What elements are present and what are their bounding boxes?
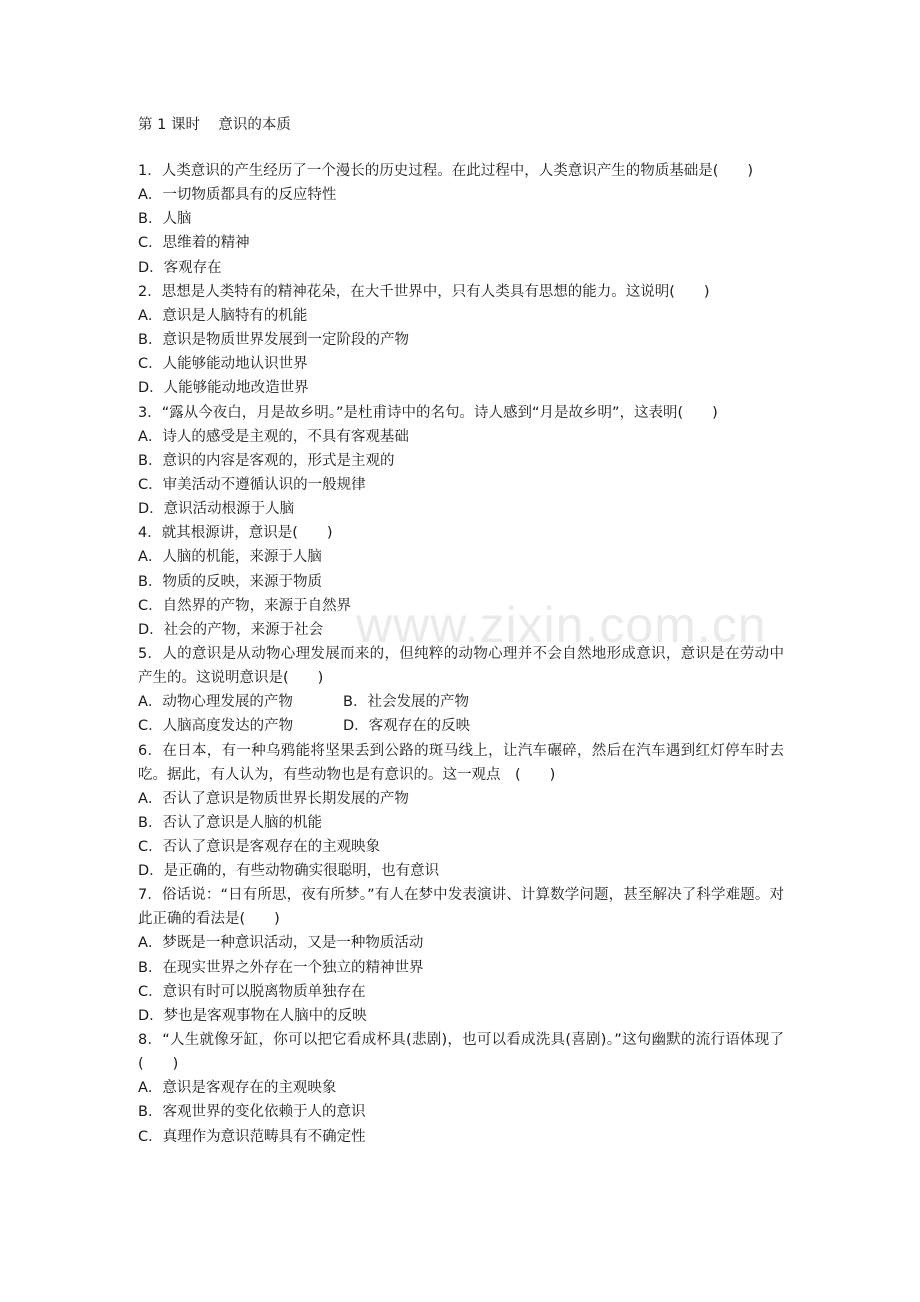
lesson-title: 第 1 课时 意识的本质 — [138, 117, 291, 133]
option-a: A．一切物质都具有的反应特性 — [138, 187, 337, 203]
question-stem: 7．俗话说：“日有所思，夜有所梦。”有人在梦中发表演讲、计算数学问题，甚至解决了科学难题。对此正确的看法是( ) — [138, 887, 784, 928]
option-b: B．意识的内容是客观的，形式是主观的 — [138, 452, 395, 469]
question-stem: 8．“人生就像牙缸，你可以把它看成杯具(悲剧)，也可以看成洗具(喜剧)。”这句幽默的流行语体现了 ( ) — [138, 1032, 799, 1073]
option-c: C．意识有时可以脱离物质单独存在 — [138, 983, 366, 1000]
option-b: B．人脑 — [138, 211, 192, 228]
document-page — [138, 113, 799, 1149]
question-stem: 4．就其根源讲，意识是( ) — [138, 525, 333, 542]
option-b: B．否认了意识是人脑的机能 — [138, 814, 322, 831]
question-2 — [138, 280, 784, 401]
question-7 — [138, 883, 784, 1028]
option-row — [138, 690, 784, 714]
question-stem: 6．在日本，有一种乌鸦能将坚果丢到公路的斑马线上，让汽车碾碎，然后在汽车遇到红灯停车时去吃。据此，有人认为，有些动物也是有意识的。这一观点 ( ) — [138, 742, 784, 783]
watermark: www.zixin.com.cn — [356, 597, 767, 653]
question-4 — [138, 521, 784, 642]
question-stem: 5．人的意识是从动物心理发展而来的，但纯粹的动物心理并不会自然地形成意识，意识是在劳动中产生的。这说明意识是( ) — [138, 646, 784, 687]
option-c: C．人能够能动地认识世界 — [138, 356, 308, 373]
option-d: D．社会的产物，来源于社会 — [138, 622, 324, 639]
option-a: A．诗人的感受是主观的，不具有客观基础 — [138, 428, 409, 445]
option-a: A．意识是客观存在的主观映象 — [138, 1080, 337, 1097]
option-c: C．真理作为意识范畴具有不确定性 — [138, 1128, 366, 1145]
option-b: B．物质的反映，来源于物质 — [138, 573, 322, 590]
option-d: D．意识活动根源于人脑 — [138, 501, 295, 518]
option-a: A．人脑的机能，来源于人脑 — [138, 549, 322, 566]
option-c: C．审美活动不遵循认识的一般规律 — [138, 477, 366, 494]
option-c: C．人脑高度发达的产物 — [138, 718, 294, 735]
option-b: B．社会发展的产物 — [343, 694, 469, 711]
option-d: D．人能够能动地改造世界 — [138, 380, 309, 397]
question-1 — [138, 159, 784, 280]
option-c: C．自然界的产物，来源于自然界 — [138, 597, 352, 614]
question-8 — [138, 1028, 799, 1149]
question-stem: 1．人类意识的产生经历了一个漫长的历史过程。在此过程中，人类意识产生的物质基础是( ) — [138, 163, 754, 179]
option-row — [138, 714, 784, 738]
option-d: D．是正确的，有些动物确实很聪明，也有意识 — [138, 863, 440, 880]
option-c: C．思维着的精神 — [138, 235, 250, 252]
option-a: A．意识是人脑特有的机能 — [138, 307, 308, 324]
option-b: B．在现实世界之外存在一个独立的精神世界 — [138, 959, 424, 976]
option-c: C．否认了意识是客观存在的主观映象 — [138, 839, 381, 856]
option-b: B．客观世界的变化依赖于人的意识 — [138, 1104, 366, 1121]
option-a: A．梦既是一种意识活动，又是一种物质活动 — [138, 935, 424, 952]
option-d: D．梦也是客观事物在人脑中的反映 — [138, 1008, 367, 1025]
option-b: B．意识是物质世界发展到一定阶段的产物 — [138, 332, 409, 349]
option-d: D．客观存在 — [138, 259, 222, 276]
option-a: A．动物心理发展的产物 — [138, 694, 293, 711]
question-stem: 3．“露从今夜白，月是故乡明。”是杜甫诗中的名句。诗人感到“月是故乡明”，这表明( ) — [138, 404, 718, 421]
question-6 — [138, 739, 784, 884]
option-d: D．客观存在的反映 — [343, 718, 471, 735]
question-5 — [138, 642, 784, 738]
option-a: A．否认了意识是物质世界长期发展的产物 — [138, 790, 409, 807]
question-stem: 2．思想是人类特有的精神花朵，在大千世界中，只有人类具有思想的能力。这说明( ) — [138, 283, 710, 300]
question-3 — [138, 401, 784, 522]
